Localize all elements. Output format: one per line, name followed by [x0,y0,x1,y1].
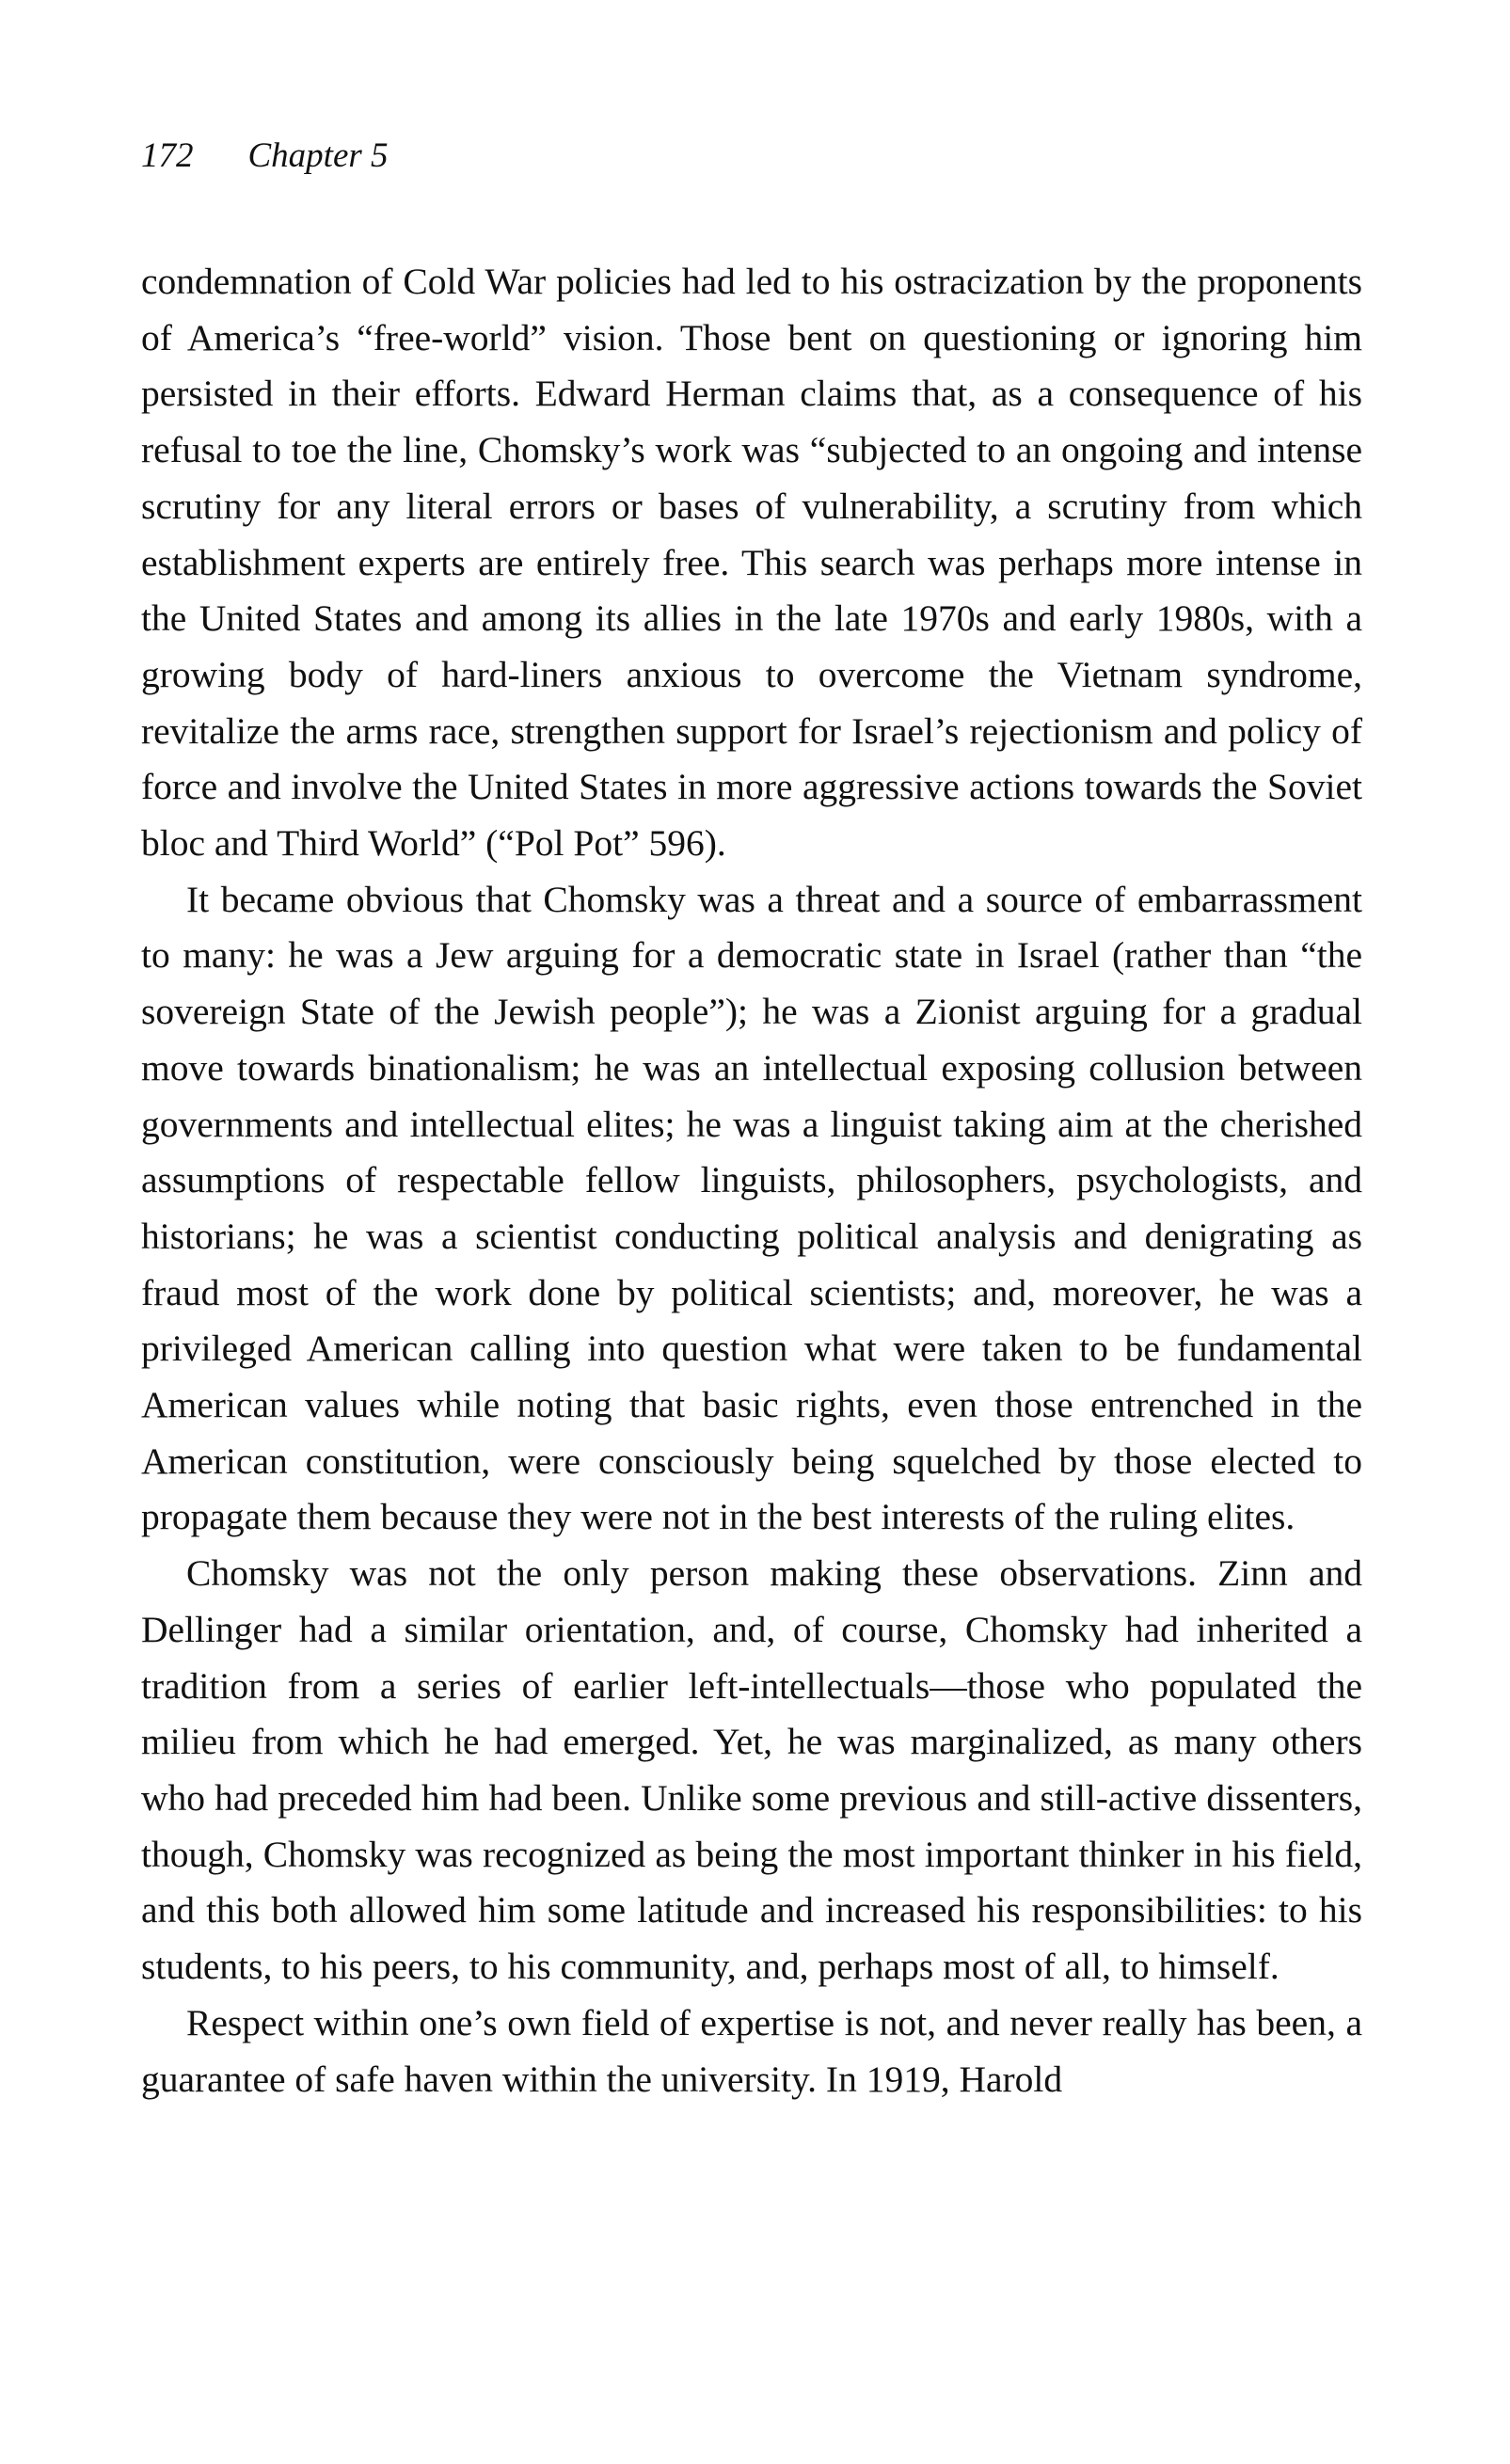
body-text [141,254,1362,2107]
chapter-title: Chapter 5 [247,136,389,175]
paragraph-1: condemnation of Cold War policies had led to his ostracization by the proponents of America’s “free-world” vision. Those bent on questioning or ignoring him persisted in their efforts. Edward Herman claims that, as a consequence of his refusal to toe the line, Chomsky’s work was “subjected to an ongoing and intense scrutiny for any literal errors or bases of vulnerability, a scrutiny from which establishment experts are entirely free. This search was perhaps more intense in the United States and among its allies in the late 1970s and early 1980s, with a growing body of hard-liners anxious to overcome the Vietnam syndrome, revitalize the arms race, strengthen support for Israel’s rejectionism and policy of force and involve the United States in more aggressive actions towards the Soviet bloc and Third World” (“Pol Pot” 596). [141,261,1362,865]
paragraph-3: Chomsky was not the only person making these observations. Zinn and Dellinger had a similar orientation, and, of course, Chomsky had inherited a tradition from a series of earlier left-intellectuals—those who populated the milieu from which he had emerged. Yet, he was marginalized, as many others who had preceded him had been. Unlike some previous and still-active dissenters, though, Chomsky was recognized as being the most important thinker in his field, and this both allowed him some latitude and increased his responsibilities: to his students, to his peers, to his community, and, perhaps most of all, to himself. [141,1552,1362,1988]
page-number: 172 [141,136,194,175]
paragraph-4: Respect within one’s own field of expertise is not, and never really has been, a guarantee of safe haven within the university. In 1919, Harold [141,2001,1362,2100]
paragraph-2: It became obvious that Chomsky was a threat and a source of embarrassment to many: he was a Jew arguing for a democratic state in Israel (rather than “the sovereign State of the Jewish people”); he was a Zionist arguing for a gradual move towards binationalism; he was an intellectual exposing collusion between governments and intellectual elites; he was a linguist taking aim at the cherished assumptions of respectable fellow linguists, philosophers, psychologists, and historians; he was a scientist conducting political analysis and denigrating as fraud most of the work done by political scientists; and, moreover, he was a privileged American calling into question what were taken to be fundamental American values while noting that basic rights, even those entrenched in the American constitution, were consciously being squelched by those elected to propagate them because they were not in the best interests of the ruling elites. [141,878,1362,1538]
running-head [141,135,389,177]
